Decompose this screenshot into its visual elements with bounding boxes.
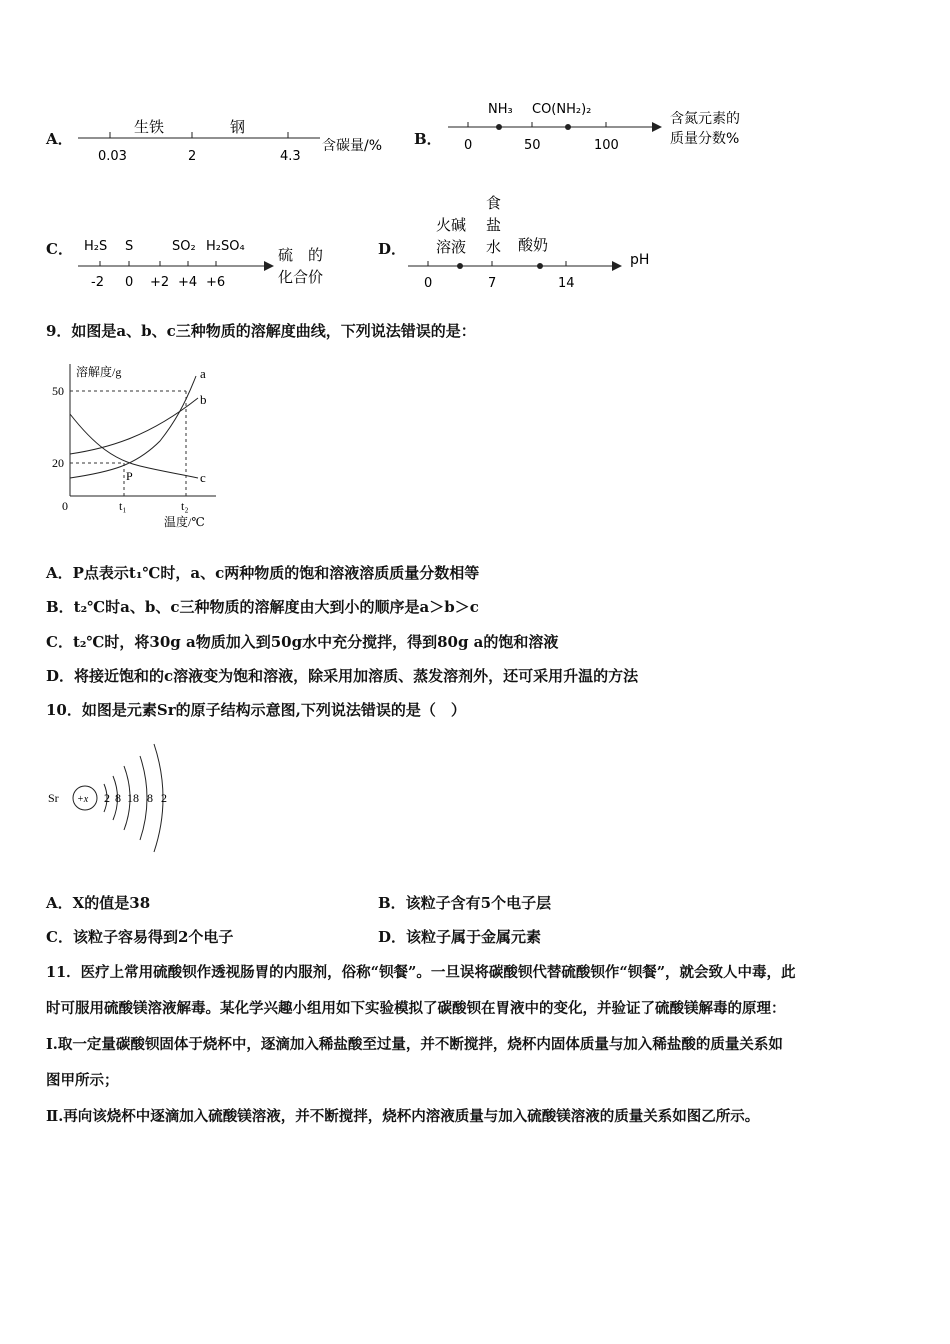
q8-c-tick-4: +4 — [178, 275, 198, 290]
q8-b-axis-line-1: 含氮元素的 — [670, 111, 740, 127]
q8-b-tick-1: 0 — [464, 138, 473, 153]
q8-d-sub2-line-3: 水 — [486, 238, 502, 256]
chart-ytick-20: 20 — [52, 456, 64, 470]
shell-electrons-4: 8 — [147, 791, 153, 805]
chart-point-p: P — [126, 469, 133, 483]
chart-series-a-label: a — [200, 366, 206, 381]
q9-option-c[interactable]: C．t₂℃时，将30g a物质加入到50g水中充分搅拌，得到80g a的饱和溶液 — [46, 633, 559, 651]
chart-ylabel: 溶解度/g — [76, 365, 122, 379]
q9-stem: 9．如图是a、b、c三种物质的溶解度曲线，下列说法错误的是： — [46, 322, 476, 340]
q11-line-2: 时可服用硫酸镁溶液解毒。某化学兴趣小组用如下实验模拟了碳酸钡在胃液中的变化，并验证了硫酸镁解毒的原理： — [46, 1000, 786, 1017]
q8-c-species-4: H₂SO₄ — [206, 239, 245, 254]
chart-xlabel: 温度/℃ — [164, 515, 205, 529]
q8-c-axis-line-2: 化合价 — [278, 268, 324, 286]
q8-b-tick-3: 100 — [594, 138, 619, 153]
q8-c-tick-1: -2 — [91, 275, 104, 290]
q8-c-species-3: SO₂ — [172, 239, 196, 254]
shell-electrons-1: 2 — [104, 791, 110, 805]
q8-a-tick-2: 2 — [188, 149, 197, 164]
q10-stem: 10．如图是元素Sr的原子结构示意图,下列说法错误的是（ ） — [46, 701, 466, 719]
q11-line-1: 11．医疗上常用硫酸钡作透视肠胃的内服剂，俗称“钡餐”。一旦误将碳酸钡代替硫酸钡作“钡餐”，就会致人中毒，此 — [46, 964, 796, 981]
q8-a-tick-3: 4.3 — [280, 149, 301, 164]
chart-xtick-t1: t₁ — [119, 499, 127, 513]
q8-option-c-label: C． — [46, 240, 73, 258]
chart-ytick-50: 50 — [52, 384, 64, 398]
chart-series-b-label: b — [200, 392, 207, 407]
q10-option-c[interactable]: C．该粒子容易得到2个电子 — [46, 928, 234, 946]
q8-b-axis-line-2: 质量分数% — [670, 131, 740, 147]
q8-number-line-a — [70, 110, 410, 170]
q8-c-species-2: S — [125, 239, 134, 254]
q8-number-line-b — [440, 95, 770, 165]
q8-d-sub3: 酸奶 — [518, 236, 549, 254]
q8-c-tick-5: +6 — [206, 275, 226, 290]
q8-d-tick-1: 0 — [424, 276, 433, 291]
shell-electrons-2: 8 — [115, 791, 121, 805]
curve-c — [70, 414, 198, 478]
q8-c-axis-line-1: 硫 的 — [278, 246, 324, 264]
q8-c-species-1: H₂S — [84, 239, 108, 254]
q11-line-3: Ⅰ.取一定量碳酸钡固体于烧杯中，逐滴加入稀盐酸至过量，并不断搅拌，烧杯内固体质量与加入稀盐酸的质量关系如 — [46, 1036, 783, 1053]
shell-arc-4 — [140, 756, 147, 840]
q8-a-region-1: 生铁 — [134, 118, 165, 136]
q11-line-4: 图甲所示； — [46, 1072, 119, 1089]
q8-d-tick-3: 14 — [558, 276, 575, 291]
q9-option-a[interactable]: A．P点表示t₁℃时，a、c两种物质的饱和溶液溶质质量分数相等 — [46, 564, 480, 582]
q8-d-sub2-line-2: 盐 — [486, 216, 502, 234]
curve-b — [70, 398, 198, 454]
q8-option-a-label: A． — [46, 130, 73, 148]
q8-option-d-label: D． — [378, 240, 407, 258]
q8-number-line-c — [72, 228, 372, 298]
atom-symbol: Sr — [48, 791, 59, 805]
q8-a-tick-1: 0.03 — [98, 149, 127, 164]
q10-option-a[interactable]: A．X的值是38 — [46, 894, 151, 912]
q9-option-d[interactable]: D．将接近饱和的c溶液变为饱和溶液，除采用加溶质、蒸发溶剂外，还可采用升温的方法 — [46, 667, 639, 685]
q8-d-sub1-line-2: 溶液 — [436, 238, 467, 256]
q11-line-5: Ⅱ.再向该烧杯中逐滴加入硫酸镁溶液，并不断搅拌，烧杯内溶液质量与加入硫酸镁溶液的质量关系如图乙所示。 — [46, 1108, 760, 1125]
q8-b-point-1: NH₃ — [488, 102, 513, 117]
q8-b-point-2: CO(NH₂)₂ — [532, 102, 592, 117]
q10-option-d[interactable]: D．该粒子属于金属元素 — [378, 928, 542, 946]
shell-electrons-5: 2 — [161, 791, 167, 805]
q8-d-sub2-line-1: 食 — [486, 194, 502, 212]
nucleus-charge: +x — [77, 794, 89, 805]
q8-option-b-label: B． — [414, 130, 442, 148]
q8-a-axis-label: 含碳量/% — [322, 138, 383, 154]
q9-option-b[interactable]: B．t₂℃时a、b、c三种物质的溶解度由大到小的顺序是a＞b＞c — [46, 598, 479, 616]
chart-xtick-0: 0 — [62, 499, 68, 513]
chart-series-c-label: c — [200, 470, 206, 485]
q8-d-axis-label: pH — [630, 252, 650, 268]
q8-d-sub1-line-1: 火碱 — [436, 216, 467, 234]
q8-c-tick-3: +2 — [150, 275, 170, 290]
q8-c-tick-2: 0 — [125, 275, 134, 290]
q9-solubility-chart — [40, 356, 230, 536]
q10-option-b[interactable]: B．该粒子含有5个电子层 — [378, 894, 552, 912]
q8-d-tick-2: 7 — [488, 276, 497, 291]
chart-xtick-t2: t₂ — [181, 499, 189, 513]
q8-number-line-d — [402, 190, 682, 295]
shell-electrons-3: 18 — [127, 791, 139, 805]
q8-b-tick-2: 50 — [524, 138, 541, 153]
q8-a-region-2: 钢 — [230, 118, 246, 136]
q10-atomic-structure-diagram — [40, 730, 200, 870]
